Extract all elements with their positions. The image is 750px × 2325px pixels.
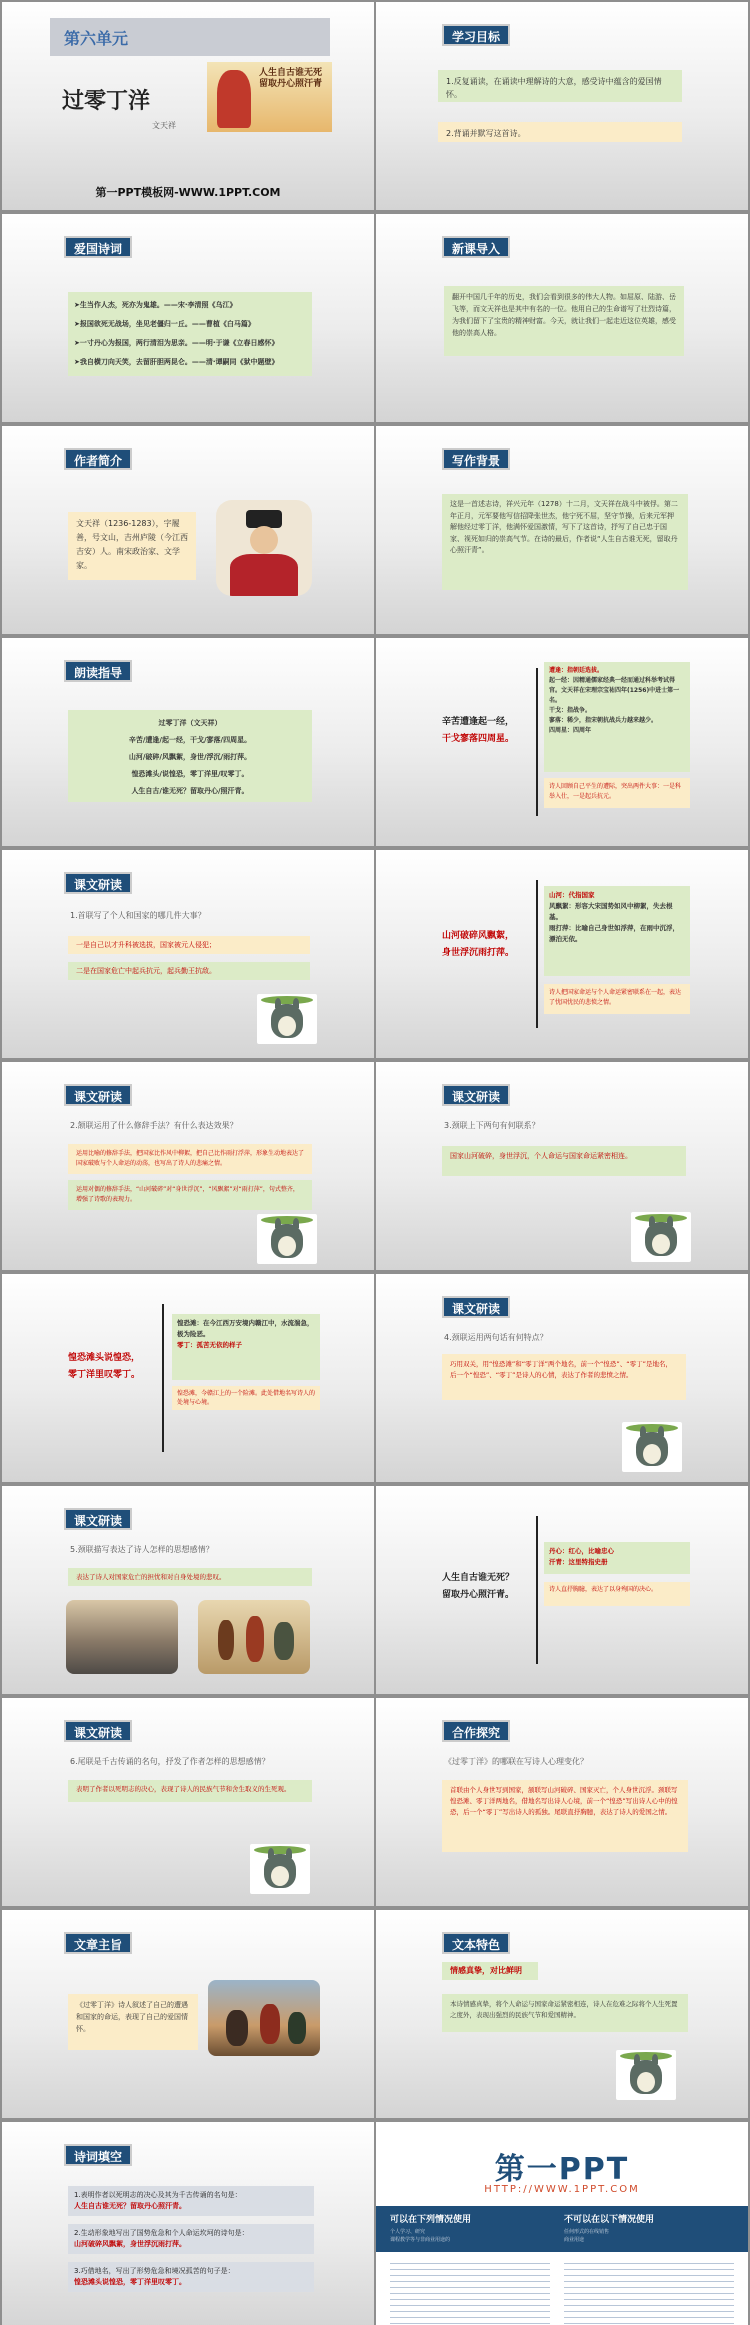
note: 零丁：孤苦无依的样子 (177, 1341, 242, 1349)
title-poster (207, 62, 332, 132)
unit-label: 第六单元 (64, 29, 129, 48)
author-label: 文天祥 (152, 121, 176, 130)
verse-line-a: 人生自古谁无死？ (442, 1573, 515, 1583)
question: 2.颔联运用了什么修辞手法？有什么表达效果？ (70, 1121, 238, 1130)
section-tag: 课文研读 (442, 1296, 510, 1318)
slide-5 (2, 426, 374, 634)
annotation-box (544, 886, 690, 976)
section-tag: 文章主旨 (64, 1932, 132, 1954)
section-tag: 诗词填空 (64, 2144, 132, 2166)
feature-heading: 情感真挚，对比鲜明 (442, 1962, 538, 1980)
background-text: 这是一首述志诗，祥兴元年（1278）十二月，文天祥在战斗中被俘。第二年正月，元军要他写信招降张世杰，他宁死不屈，坚守节操，后来元军押解他经过零丁洋，他满怀爱国激情，写下了这首诗，抒写了自己忠于国家、视死如归的崇高气节。在诗的最后，作者说“人生自古谁无死，留取丹心照汗青”。 (442, 494, 688, 590)
slide-6 (376, 426, 748, 634)
reading-poem (68, 710, 312, 802)
goal-2: 2.背诵并默写这首诗。 (438, 122, 682, 142)
verse-line-a: 山河破碎风飘絮， (442, 931, 515, 941)
tip-box: 诗人把国家命运与个人命运紧密联系在一起，表达了忧国忧民的悲愤之情。 (544, 984, 690, 1014)
sea-photo (66, 1600, 178, 1674)
forbidden-heading: 不可以在以下情况使用 (564, 2215, 655, 2225)
answer: 运用比喻的修辞手法，把国家比作风中柳絮，把自己比作雨打浮萍，形象生动地表达了国家破败与个人命运的动荡，也写出了诗人的悲痛之情。 (68, 1144, 312, 1174)
army-painting (198, 1600, 310, 1674)
allowed-subtext: 个人学习、研究 课程教学等与非商业用途的 (390, 2229, 451, 2243)
answer: 首联由个人身世写到国家，颔联写山河破碎、国家灭亡，个人身世沉浮。颈联写惶恐滩、零丁洋两地名，借地名写出诗人心境，前一个“惶恐”写出诗人心中的惶恐，后一个“零丁”写出诗人的孤独。尾联直抒胸臆，表达了诗人的爱国之情。 (442, 1780, 688, 1852)
fill-in-item (68, 2186, 314, 2216)
tip-box: 惶恐滩，今赣江上的一个险滩。此处借地名写诗人的处境与心境。 (172, 1386, 320, 1410)
poem-line: 人生自古/谁无死？留取丹心/照汗青。 (131, 787, 249, 795)
slide-19 (2, 1910, 374, 2118)
answer: 运用对偶的修辞手法，“山河破碎”对“身世浮沉”，“风飘絮”对“雨打萍”，句式整齐，增强了诗歌的表现力。 (68, 1180, 312, 1210)
answer: 表明了作者以死明志的决心，表现了诗人的民族气节和舍生取义的生死观。 (68, 1780, 312, 1802)
section-tag: 文本特色 (442, 1932, 510, 1954)
divider (162, 1304, 164, 1452)
section-tag: 课文研读 (64, 872, 132, 894)
brand-url: HTTP://WWW.1PPT.COM (484, 2184, 640, 2195)
theme-text: 《过零丁洋》诗人叙述了自己的遭遇和国家的命运，表现了自己的爱国情怀。 (68, 1994, 198, 2050)
slide-20 (376, 1910, 748, 2118)
allowed-heading: 可以在下列情况使用 (390, 2215, 472, 2225)
section-tag: 写作背景 (442, 448, 510, 470)
poem-line: 山河/破碎/风飘絮，身世/浮沉/雨打萍。 (128, 753, 252, 761)
tip-box: 诗人直抒胸臆，表达了以身殉国的决心。 (544, 1582, 690, 1606)
slide-16 (376, 1486, 748, 1694)
slide-9 (2, 850, 374, 1058)
quote-line: ➤我自横刀向天笑，去留肝胆两昆仑。——清·谭嗣同《狱中题壁》 (74, 358, 279, 366)
question: 6.尾联是千古传诵的名句，抒发了作者怎样的思想感情？ (70, 1757, 270, 1766)
section-tag: 合作探究 (442, 1720, 510, 1742)
note: 风飘絮：形容大宋国势如风中柳絮，失去根基。 (549, 902, 673, 921)
verse-pair (442, 714, 514, 748)
poem-line: 辛苦/遭逢/起一经，干戈/寥落/四周星。 (128, 736, 252, 744)
quote-line: ➤报国欲死无战场，坐见老僵归一丘。——曹植《白马篇》 (74, 320, 255, 328)
verse-line-a: 惶恐滩头说惶恐， (68, 1353, 141, 1363)
fill-in-question: 2.生动形象地写出了国势危急和个人命运坎坷的诗句是： (74, 2229, 249, 2237)
answer: 一是自己以才升科被选拔，国家被元人侵犯； (68, 936, 310, 954)
slide-11 (2, 1062, 374, 1270)
slide-8 (376, 638, 748, 846)
slide-17 (2, 1698, 374, 1906)
goal-1: 1.反复诵读，在诵读中理解诗的大意，感受诗中蕴含的爱国情怀。 (438, 70, 682, 102)
annotation-box (544, 662, 690, 772)
section-tag: 朗读指导 (64, 660, 132, 682)
author-portrait (216, 500, 312, 596)
verse-line-b: 零丁洋里叹零丁。 (68, 1370, 141, 1380)
annotation-box (172, 1314, 320, 1380)
usage-banner (376, 2206, 748, 2252)
intro-text: 翻开中国几千年的历史，我们会看到很多的伟大人物。如屈原、陆游、岳飞等，而文天祥也是其中有名的一位。他用自己的生命谱写了壮烈诗篇，为我们留下了宝贵的精神财富。今天，就让我们一起走近这位英雄，感受他的崇高人格。 (444, 286, 684, 356)
divider (536, 668, 538, 816)
slide-14 (376, 1274, 748, 1482)
section-tag: 新课导入 (442, 236, 510, 258)
poem-quotes (68, 292, 312, 376)
question: 5.颈联描写表达了诗人怎样的思想感情？ (70, 1545, 214, 1554)
note: 遭逢：指朝廷选拔。 (549, 667, 604, 674)
fill-in-item (68, 2262, 314, 2292)
slide-12 (376, 1062, 748, 1270)
question: 3.颈联上下两句有何联系？ (444, 1121, 540, 1130)
fill-in-list (68, 2186, 314, 2314)
divider (536, 1516, 538, 1664)
note: 起一经：因精通儒家经典一经而通过科举考试得官。文天祥在宋理宗宝祐四年(1256)中进士第一名。 (549, 677, 680, 704)
verse-line-b: 身世浮沉雨打萍。 (442, 948, 515, 958)
verse-line-a: 辛苦遭逢起一经， (442, 717, 515, 727)
tip-box: 诗人回顾自己平生的遭际，突出两件大事：一是科举入仕，一是起兵抗元。 (544, 778, 690, 808)
slide-4 (376, 214, 748, 422)
question: 4.颈联运用两句话有何特点？ (444, 1333, 548, 1342)
forbidden-subtext: 任何形式的在线销售 商业用途 (564, 2229, 610, 2243)
fill-in-question: 1.表明作者以死明志的决心及其为千古传诵的名句是： (74, 2191, 242, 2199)
slide-1 (2, 2, 374, 210)
quote-line: ➤一寸丹心为报国，两行清泪为思亲。——明·于谦《立春日感怀》 (74, 339, 279, 347)
note: 惶恐滩：在今江西万安境内赣江中，水流湍急，极为险恶。 (177, 1319, 314, 1338)
answer: 表达了诗人对国家危亡的担忧和对自身处境的悲叹。 (68, 1568, 312, 1586)
note: 山河：代指国家 (549, 891, 595, 899)
footer-url: 第一PPT模板网-WWW.1PPT.COM (95, 186, 281, 199)
author-intro: 文天祥（1236-1283），字履善，号文山，吉州庐陵（今江西吉安）人。南宋政治家、文学家。 (68, 512, 196, 580)
note: 汗青：这里特指史册 (549, 1558, 608, 1566)
brand-logo: 第一PPT (494, 2152, 630, 2187)
divider (536, 880, 538, 1028)
note: 寥落：稀少，指宋朝抗战兵力越来越少。 (549, 717, 658, 724)
answer: 国家山河破碎，身世浮沉，个人命运与国家命运紧密相连。 (442, 1146, 686, 1176)
verse-pair (68, 1350, 140, 1384)
answer: 巧用双关，用“惶恐滩”和“零丁洋”两个地名，前一个“惶恐”、“零丁”是地名，后一个“惶恐”、“零丁”是诗人的心情，表达了作者的悲愤之情。 (442, 1354, 686, 1400)
poem-title: 过零丁洋（文天祥） (158, 719, 222, 727)
verse-pair (442, 928, 514, 962)
slide-10 (376, 850, 748, 1058)
totoro-icon (616, 2050, 676, 2100)
link-list-left (390, 2258, 550, 2324)
totoro-icon (250, 1844, 310, 1894)
unit-banner (50, 18, 330, 56)
poem-line: 惶恐滩头/说惶恐，零丁洋里/叹零丁。 (131, 770, 249, 778)
slide-15 (2, 1486, 374, 1694)
section-tag: 课文研读 (442, 1084, 510, 1106)
poster-calligraphy: 人生自古谁无死留取丹心照汗青 (259, 68, 323, 89)
note: 雨打萍：比喻自己身世如浮萍，在雨中沉浮，漂泊无依。 (549, 924, 679, 943)
totoro-icon (631, 1212, 691, 1262)
fill-in-question: 3.巧借地名，写出了形势危急和境况孤苦的句子是： (74, 2267, 235, 2275)
question: 《过零丁洋》的哪联在写诗人心理变化？ (444, 1757, 588, 1766)
totoro-icon (622, 1422, 682, 1472)
section-tag: 爱国诗词 (64, 236, 132, 258)
feature-text: 本诗情感真挚，将个人命运与国家命运紧密相连，诗人在危难之际将个人生死置之度外，表现出强烈的民族气节和爱国精神。 (442, 1994, 688, 2032)
note: 干戈：指战争。 (549, 707, 592, 714)
slide-13 (2, 1274, 374, 1482)
verse-line-b: 干戈寥落四周星。 (442, 734, 515, 744)
fill-in-answer: 人生自古谁无死？留取丹心照汗青。 (74, 2202, 186, 2210)
totoro-icon (257, 994, 317, 1044)
fill-in-answer: 惶恐滩头说惶恐，零丁洋里叹零丁。 (74, 2278, 186, 2286)
note: 四周星：四周年 (549, 727, 592, 734)
fill-in-item (68, 2224, 314, 2254)
totoro-icon (257, 1214, 317, 1264)
link-list-right (564, 2258, 734, 2324)
note: 丹心：红心，比喻忠心 (549, 1547, 614, 1555)
lesson-title: 过零丁洋 (62, 88, 151, 114)
verse-pair (442, 1570, 514, 1604)
slide-7 (2, 638, 374, 846)
quote-line: ➤生当作人杰，死亦为鬼雄。——宋·李清照《乌江》 (74, 301, 237, 309)
slide-2 (376, 2, 748, 210)
section-tag: 课文研读 (64, 1084, 132, 1106)
slide-3 (2, 214, 374, 422)
slide-18 (376, 1698, 748, 1906)
fill-in-answer: 山河破碎风飘絮，身世浮沉雨打萍。 (74, 2240, 186, 2248)
verse-line-b: 留取丹心照汗青。 (442, 1590, 515, 1600)
section-tag: 课文研读 (64, 1508, 132, 1530)
answer: 二是在国家危亡中起兵抗元，起兵勤王抗敌。 (68, 962, 310, 980)
section-tag: 课文研读 (64, 1720, 132, 1742)
slide-22 (376, 2122, 748, 2325)
slide-21 (2, 2122, 374, 2325)
annotation-box (544, 1542, 690, 1574)
section-tag: 作者简介 (64, 448, 132, 470)
question: 1.首联写了个人和国家的哪几件大事？ (70, 911, 206, 920)
riders-painting (208, 1980, 320, 2056)
section-tag: 学习目标 (442, 24, 510, 46)
